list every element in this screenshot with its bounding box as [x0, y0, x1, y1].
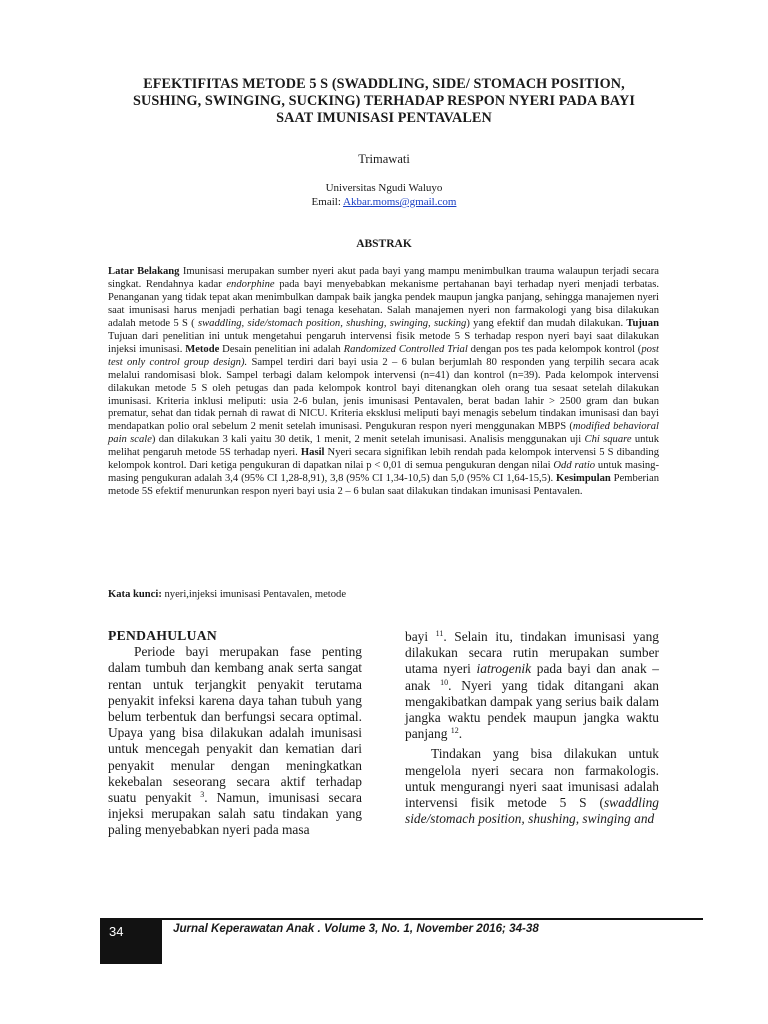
paper-title — [100, 76, 668, 127]
metode-text-d: ) dan dilakukan 3 kali yaitu 30 detik, 1 menit, 2 menit setelah imunisasi. Analisis menggunakan uji — [151, 434, 585, 446]
citation-11: 11 — [435, 629, 444, 638]
metode-text-b: dengan pos tes pada kelompok kontrol ( — [467, 343, 642, 355]
metode-chi: Chi square — [584, 434, 632, 446]
left-paragraph — [108, 644, 362, 838]
right-p1-c: pada bayi dan anak – anak — [405, 661, 659, 693]
right-paragraph-2 — [405, 746, 659, 827]
latar-text-a: Imunisasi merupakan sumber nyeri akut pada bayi yang mampu menimbulkan trauma walaupun terjadi secara singkat. Rendahnya kadar — [108, 266, 659, 290]
tujuan-label: Tujuan — [626, 317, 659, 329]
tujuan-text: Tujuan dari penelitian ini untuk mengetahui pengaruh intervensi fisik metode 5 S terhadap respon nyeri bayi saat dilakukan injeksi imunisasi. — [108, 330, 659, 355]
left-p1-b: . Namun, imunisasi secara injeksi merupakan salah satu tindakan yang paling menyebabkan nyeri pada masa — [108, 790, 362, 838]
metode-label: Metode — [185, 343, 220, 355]
right-p1-b: . Selain itu, tindakan imunisasi yang dilakukan secara rutin merupakan sumber utama nyeri — [405, 629, 660, 677]
right-paragraph-1 — [405, 629, 659, 742]
email-link[interactable]: Akbar.moms@gmail.com — [343, 196, 457, 208]
left-p1-a: Periode bayi merupakan fase penting dalam tumbuh dan kembang anak serta sangat rentan untuk terjangkit penyakit terutama penyakit infeksi karena daya tahan tubuh yang belum terbentuk dan berfungsi secara optimal. Upaya yang bisa dilakukan adalah imunisasi untuk mencegah penyakit dan kematian dari penyakit menular dengan meningkatkan kekebalan seseorang secara aktif terhadap suatu penyakit — [108, 644, 362, 806]
metode-text-c: Sampel terdiri dari bayi usia 2 – 6 bulan berjumlah 80 responden yang terpilih secara acak melalui randomisasi blok. Sampel terbagi dalam kelompok intervensi (n=41) dan kontrol (n=39). Pada kelompok intervensi dilakukan metode 5 S oleh petugas dan pada kelompok kontrol bayi ditenangkan oleh orang tua sesaat setelah dilakukan imunisasi. Kriteria inklusi meliputi: usia 2-6 bulan, jenis imunisasi Pentavalen, berat badan lahir > 2500 gram dan bukan prematur, sehat dan tidak pernah di rawat di NICU. Kriteria eksklusi meliputi bayi menagis sebelum tindakan imunisasi dan bayi mendapatkan polio oral sebelum 2 menit setelah imunisasi. Pengukuran respon nyeri menggunakan MBPS ( — [108, 356, 659, 433]
hasil-label: Hasil — [300, 447, 325, 459]
hasil-text-a: Nyeri secara signifikan lebih rendah pada kelompok intervensi 5 S dibanding kelompok kontrol. Dari ketiga pengukuran di dapatkan nilai p < 0,01 di semua pengukuran dengan nilai — [108, 447, 659, 472]
kesimpulan-label: Kesimpulan — [556, 473, 611, 485]
metode-rct: Randomized Controlled Trial — [343, 343, 468, 355]
email-label: Email: — [311, 196, 344, 208]
metode-posttest: post test only control group design). — [108, 343, 659, 368]
title-line-3: SAAT IMUNISASI PENTAVALEN — [276, 110, 492, 126]
metode-text-e: untuk melihat pengaruh metode 5S terhadap nyeri. — [108, 434, 660, 459]
latar-text-b: pada bayi menyebabkan mekanisme pertahanan bayi terhadap nyeri menjadi terbatas. Penanganan yang tidak tepat akan menimbulkan dampak baik jangka pendek maupun jangka panjang, sehingga manajemen nyeri saat imunisasi harus menjadi perhatian bagi tenaga kesehatan. Salah manajemen nyeri non farmakologi yang bisa dilakukan adalah metode 5 S ( — [108, 278, 659, 329]
abstract-heading: ABSTRAK — [356, 238, 412, 250]
metode-mbps: modified behavioral pain scale — [108, 421, 659, 446]
journal-citation: Jurnal Keperawatan Anak . Volume 3, No. 1, November 2016; 34-38 — [173, 922, 539, 935]
section-heading-pendahuluan: PENDAHULUAN — [108, 628, 218, 643]
latar-methods-italic: swaddling, side/stomach position, shushing, swinging, sucking — [197, 317, 467, 329]
affiliation-block — [0, 181, 768, 209]
latar-label: Latar Belakang — [108, 266, 180, 277]
latar-endorphine: endorphine — [226, 278, 275, 290]
email-line — [0, 195, 768, 209]
latar-text-c: ) yang efektif dan mudah dilakukan. — [466, 317, 627, 329]
right-p1-iatrogenik: iatrogenik — [476, 661, 532, 677]
citation-12: 12 — [450, 726, 459, 736]
hasil-text-b: untuk masing-masing pengukuran adalah 3,4 (95% CI 1,28-8,91), 3,8 (95% CI 1,34-10,5) dan 5,0 (95% CI 1,64-15,5). — [108, 460, 660, 485]
citation-10: 10 — [440, 677, 449, 687]
page-number: 34 — [109, 924, 124, 939]
citation-3: 3 — [200, 790, 205, 800]
footer-rule — [100, 918, 703, 920]
abstract-body — [108, 266, 659, 499]
right-p1-d: . Nyeri yang tidak ditangani akan mengakibatkan dampak yang serius baik dalam jangka waktu pendek maupun jangka waktu panjang — [405, 677, 659, 742]
right-p1-a: bayi — [405, 629, 436, 644]
right-column — [405, 629, 659, 827]
right-p2-italic: swaddling side/stomach position, shushing, swinging and — [405, 795, 659, 827]
right-p1-e: . — [458, 726, 463, 742]
hasil-odd: Odd ratio — [553, 460, 596, 472]
page-number-box — [100, 918, 162, 964]
affiliation: Universitas Ngudi Waluyo — [325, 182, 443, 194]
kesimpulan-text: Pemberian metode 5S efektif menurunkan respon nyeri bayi usia 2 – 6 bulan saat dilakukan tindakan imunisasi Pentavalen. — [108, 473, 659, 498]
author-name: Trimawati — [358, 152, 410, 166]
keywords-label: Kata kunci: — [108, 589, 162, 600]
title-line-2: SUSHING, SWINGING, SUCKING) TERHADAP RESPON NYERI PADA BAYI — [133, 93, 635, 109]
left-column — [108, 628, 362, 839]
keywords-text: nyeri,injeksi imunisasi Pentavalen, metode — [161, 589, 347, 600]
keywords — [108, 589, 659, 600]
metode-text-a: Desain penelitian ini adalah — [219, 343, 344, 355]
right-p2-a: Tindakan yang bisa dilakukan untuk mengelola nyeri secara non farmakologis. untuk mengurangi nyeri saat imunisasi adalah intervensi fisik metode 5 S ( — [405, 746, 659, 811]
title-line-1: EFEKTIFITAS METODE 5 S (SWADDLING, SIDE/ STOMACH POSITION, — [143, 76, 625, 92]
